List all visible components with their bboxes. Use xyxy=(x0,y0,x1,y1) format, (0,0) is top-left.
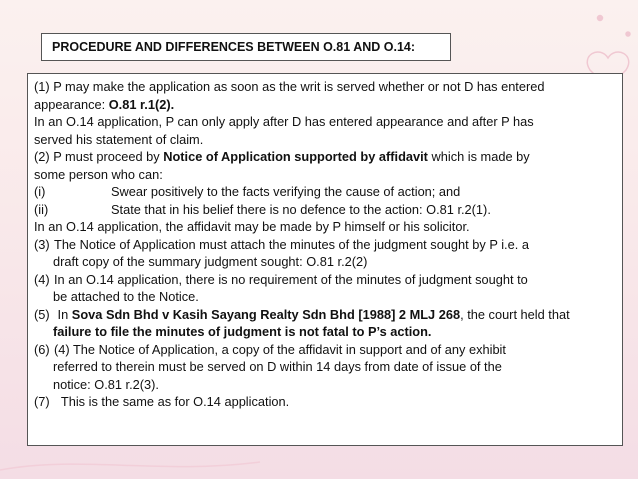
item-number: (i) xyxy=(34,184,46,199)
item-4-line-2: be attached to the Notice. xyxy=(53,289,199,304)
para-1-line-3: In an O.14 application, P can only apply after D has entered appearance and after P has xyxy=(34,114,534,129)
text-run: (2) P must proceed by xyxy=(34,149,164,164)
slide-title-text: PROCEDURE AND DIFFERENCES BETWEEN O.81 AND O.14: xyxy=(52,40,416,54)
item-number: (3) xyxy=(34,236,50,252)
item-5-line-2: failure to file the minutes of judgment is not fatal to P’s action. xyxy=(53,324,432,339)
para-2-line-5: In an O.14 application, the affidavit may be made by P himself or his solicitor. xyxy=(34,219,470,234)
content-box xyxy=(27,73,623,446)
item-text: (4) The Notice of Application, a copy of the affidavit in support and of any exhibit xyxy=(54,341,506,357)
item-number: (4) xyxy=(34,271,50,287)
para-1-line-2 xyxy=(34,96,617,114)
text-run: appearance: xyxy=(34,96,109,112)
item-6-line-2: referred to therein must be served on D within 14 days from date of issue of the xyxy=(53,359,502,374)
para-2-line-1 xyxy=(34,148,617,166)
item-3-line-2: draft copy of the summary judgment sought: O.81 r.2(2) xyxy=(53,254,368,269)
item-6-line-1 xyxy=(34,341,617,359)
item-text: Swear positively to the facts verifying the cause of action; and xyxy=(111,184,461,199)
item-text: The Notice of Application must attach the minutes of the judgment sought by P i.e. a xyxy=(54,236,529,252)
para-1-line-1: (1) P may make the application as soon as the writ is served whether or not D has entered xyxy=(34,79,545,94)
item-5-line-1 xyxy=(34,306,617,324)
item-7-line-1 xyxy=(34,393,617,411)
rule-reference: O.81 r.1(2). xyxy=(108,96,175,112)
bold-phrase: Notice of Application supported by affidavit xyxy=(163,149,428,164)
item-text: In an O.14 application, there is no requirement of the minutes of judgment sought to xyxy=(54,271,528,287)
item-i xyxy=(34,183,617,201)
slide-title xyxy=(41,33,451,61)
item-number: (7) xyxy=(34,394,50,409)
text-run: , the court held that xyxy=(460,306,570,322)
item-text: This is the same as for O.14 application. xyxy=(54,394,290,409)
item-number: (ii) xyxy=(34,201,49,217)
para-1-line-4: served his statement of claim. xyxy=(34,131,204,147)
para-2-line-2: some person who can: xyxy=(34,166,163,182)
case-citation: Sova Sdn Bhd v Kasih Sayang Realty Sdn Bhd [1988] 2 MLJ 268 xyxy=(71,306,461,322)
item-ii xyxy=(34,201,617,219)
text-run: which is made by xyxy=(427,149,530,164)
item-3-line-1 xyxy=(34,236,617,254)
item-text: State that in his belief there is no defence to the action: O.81 r.2(1). xyxy=(111,201,491,217)
item-4-line-1 xyxy=(34,271,617,289)
item-6-line-3: notice: O.81 r.2(3). xyxy=(53,376,159,392)
text-run: In xyxy=(54,306,72,322)
item-number: (5) xyxy=(34,306,50,322)
item-number: (6) xyxy=(34,341,50,357)
